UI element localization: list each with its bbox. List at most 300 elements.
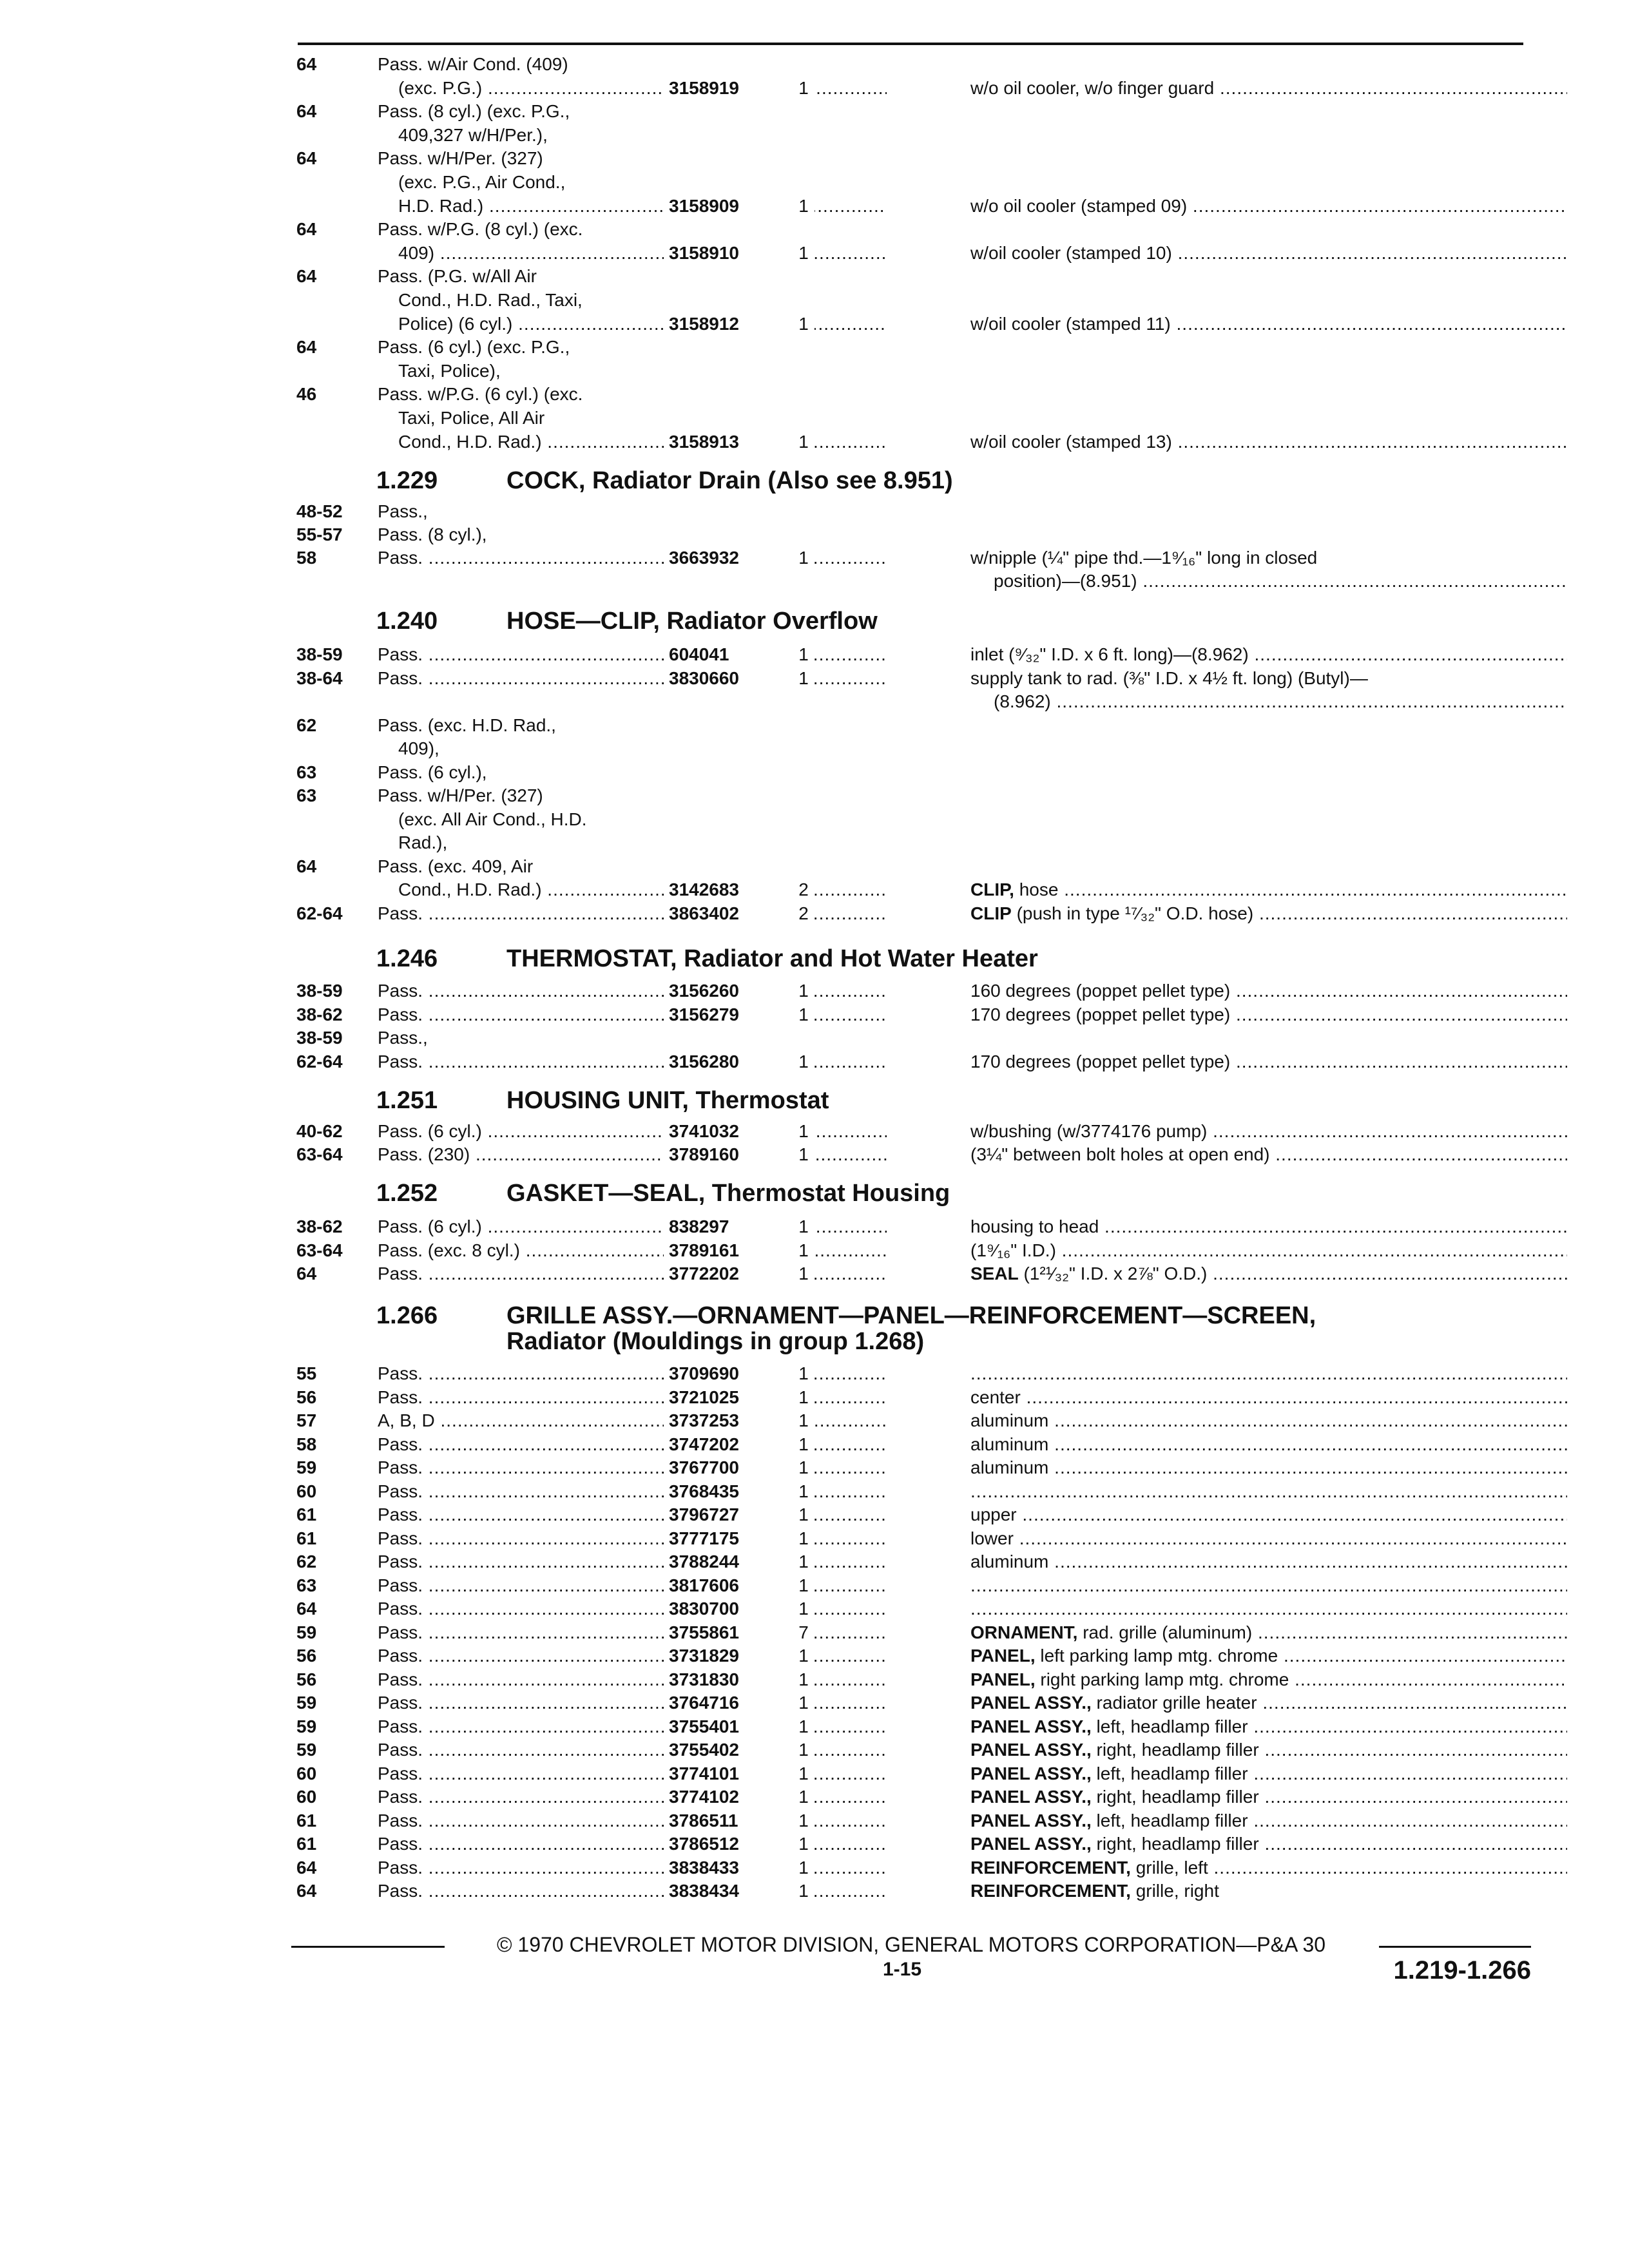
model-year: 64 xyxy=(296,1599,317,1619)
model-application xyxy=(398,407,887,430)
part-description xyxy=(970,1574,1567,1598)
quantity: 1 xyxy=(798,1763,809,1783)
section-title: GRILLE ASSY.—ORNAMENT—PANEL—REINFORCEMENT—SCREEN, xyxy=(506,1302,1316,1329)
part-description xyxy=(970,430,1567,454)
model-text: 409), xyxy=(398,738,439,758)
part-row xyxy=(291,1050,1528,1074)
part-row xyxy=(291,1597,1528,1621)
section-number: 1.240 xyxy=(376,608,438,635)
model-text: Pass. ..... xyxy=(378,1575,887,1595)
part-row xyxy=(291,289,1528,312)
part-row xyxy=(291,242,1528,265)
part-number: 3709690 xyxy=(664,1362,815,1386)
part-description xyxy=(994,690,1567,714)
description-detail: 160 degrees (poppet pellet type) xyxy=(970,981,1231,1001)
part-description xyxy=(970,878,1567,902)
description-detail: (1²¹⁄₃₂" I.D. x 2⅞" O.D.) xyxy=(1023,1264,1208,1283)
part-row xyxy=(291,808,1528,832)
model-text: Taxi, Police), xyxy=(398,360,501,381)
description-text xyxy=(970,78,1567,98)
quantity: 1 xyxy=(798,1740,809,1760)
part-description xyxy=(970,1691,1567,1715)
part-description xyxy=(970,979,1567,1003)
model-year: 58 xyxy=(296,1434,317,1454)
model-year: 59 xyxy=(296,1457,317,1477)
description-text xyxy=(970,1693,1567,1713)
model-year: 38-64 xyxy=(296,668,343,688)
description-label: REINFORCEMENT, xyxy=(970,1881,1131,1901)
description-text xyxy=(970,1363,1567,1383)
model-text: Rad.), xyxy=(398,832,448,852)
model-application xyxy=(378,100,887,124)
part-row xyxy=(291,1215,1528,1239)
part-description xyxy=(970,643,1567,667)
model-application xyxy=(398,360,887,383)
quantity: 2 xyxy=(798,879,809,899)
top-rule xyxy=(298,43,1523,45)
part-row xyxy=(291,124,1528,148)
description-text xyxy=(970,1264,1567,1283)
part-row xyxy=(291,1668,1528,1692)
part-number: 3772202 xyxy=(664,1262,815,1286)
model-text: Pass. (P.G. w/All Air xyxy=(378,266,537,287)
part-row xyxy=(291,360,1528,383)
description-text xyxy=(970,1881,1219,1901)
part-row xyxy=(291,1762,1528,1786)
model-application xyxy=(378,147,887,171)
model-text: Pass. ..... xyxy=(378,1858,887,1878)
model-text: A, B, D ..... xyxy=(378,1410,887,1430)
part-description xyxy=(970,1480,1567,1504)
model-year: 60 xyxy=(296,1481,317,1501)
section-1-251 xyxy=(291,1086,1528,1166)
description-detail: right, headlamp filler xyxy=(1096,1834,1259,1854)
model-text: Pass. ..... xyxy=(378,1693,887,1713)
part-row xyxy=(291,1644,1528,1668)
model-year: 38-59 xyxy=(296,644,343,664)
part-description xyxy=(970,1215,1567,1239)
model-application xyxy=(378,500,887,523)
part-number: 3158909 xyxy=(664,195,815,218)
part-number: 3663932 xyxy=(664,546,815,570)
model-year: 59 xyxy=(296,1693,317,1713)
part-row xyxy=(291,855,1528,879)
description-detail: position)—(8.951) xyxy=(994,571,1137,591)
part-row xyxy=(291,1574,1528,1598)
description-text xyxy=(970,1834,1567,1854)
part-description xyxy=(970,1433,1567,1457)
quantity: 1 xyxy=(798,195,809,216)
description-text xyxy=(970,1052,1567,1072)
description-text xyxy=(970,1740,1567,1760)
part-number: 3817606 xyxy=(664,1574,815,1598)
model-application xyxy=(398,124,887,148)
description-detail: right, headlamp filler xyxy=(1096,1740,1259,1760)
part-number: 3731829 xyxy=(664,1644,815,1668)
part-row xyxy=(291,667,1528,691)
description-text xyxy=(970,1528,1567,1548)
model-text: Pass. (8 cyl.) (exc. P.G., xyxy=(378,101,570,122)
model-text: Pass. (6 cyl.) ..... xyxy=(378,1121,887,1141)
model-year: 64 xyxy=(296,1857,317,1878)
description-label: CLIP xyxy=(970,903,1012,923)
part-number: 838297 xyxy=(664,1215,815,1239)
quantity: 1 xyxy=(798,981,809,1001)
description-text xyxy=(970,1216,1567,1236)
model-application xyxy=(378,714,887,738)
description-detail: w/oil cooler (stamped 11) xyxy=(970,313,1171,334)
model-year: 38-62 xyxy=(296,1216,343,1236)
part-row xyxy=(291,1856,1528,1880)
part-row xyxy=(291,1433,1528,1457)
description-text xyxy=(970,1240,1567,1260)
part-description xyxy=(970,667,1567,691)
part-number: 3774102 xyxy=(664,1785,815,1809)
part-description xyxy=(970,1527,1567,1551)
description-text xyxy=(970,243,1567,263)
model-application xyxy=(398,171,887,195)
model-text: Pass. w/Air Cond. (409) xyxy=(378,54,568,74)
part-description xyxy=(970,1668,1567,1692)
part-row xyxy=(291,1550,1528,1574)
section-header xyxy=(291,466,1528,500)
part-number: 3142683 xyxy=(664,878,815,902)
part-description xyxy=(970,1239,1567,1263)
quantity: 1 xyxy=(798,1575,809,1595)
model-year: 64 xyxy=(296,219,317,240)
part-description xyxy=(970,1262,1567,1286)
description-text xyxy=(970,196,1567,216)
part-row xyxy=(291,336,1528,360)
model-text: Pass. w/P.G. (8 cyl.) (exc. xyxy=(378,219,583,240)
description-text xyxy=(994,691,1567,711)
model-year: 63-64 xyxy=(296,1240,343,1260)
description-text xyxy=(970,1811,1567,1831)
model-year: 62-64 xyxy=(296,1051,343,1072)
quantity: 1 xyxy=(798,1693,809,1713)
model-year: 56 xyxy=(296,1646,317,1666)
part-row xyxy=(291,831,1528,855)
model-application xyxy=(378,1026,887,1050)
part-description xyxy=(970,1143,1567,1166)
part-row xyxy=(291,312,1528,336)
part-row xyxy=(291,1239,1528,1263)
description-text xyxy=(970,314,1567,334)
model-text: H.D. Rad.) ..... xyxy=(398,196,887,216)
quantity: 1 xyxy=(798,1240,809,1260)
quantity: 1 xyxy=(798,1599,809,1619)
description-text xyxy=(970,1457,1567,1477)
description-text xyxy=(970,1121,1567,1141)
description-text xyxy=(970,644,1567,664)
part-number: 3830700 xyxy=(664,1597,815,1621)
model-year: 59 xyxy=(296,1622,317,1642)
description-text xyxy=(970,668,1368,688)
quantity: 1 xyxy=(798,242,809,263)
part-description xyxy=(970,1832,1567,1856)
part-row xyxy=(291,737,1528,761)
part-row xyxy=(291,570,1528,593)
part-row xyxy=(291,902,1528,926)
model-text: Pass., xyxy=(378,1028,428,1048)
part-row xyxy=(291,100,1528,124)
part-description xyxy=(970,1503,1567,1527)
model-application xyxy=(398,808,887,832)
part-number: 3789161 xyxy=(664,1239,815,1263)
model-text: (exc. P.G.) ..... xyxy=(398,78,887,98)
description-detail: rad. grille (aluminum) xyxy=(1083,1622,1253,1642)
description-text xyxy=(970,1575,1567,1595)
part-number: 3789160 xyxy=(664,1143,815,1166)
model-text: 409,327 w/H/Per.), xyxy=(398,124,548,145)
model-year: 61 xyxy=(296,1528,317,1548)
model-text: Pass. ..... xyxy=(378,1881,887,1901)
description-text xyxy=(970,1669,1567,1689)
part-description xyxy=(970,1879,1567,1903)
description-text xyxy=(970,879,1567,899)
part-row xyxy=(291,1715,1528,1739)
part-row xyxy=(291,147,1528,171)
description-text xyxy=(970,1434,1567,1454)
quantity: 1 xyxy=(798,1387,809,1407)
description-text xyxy=(970,1716,1567,1736)
part-number: 3158910 xyxy=(664,242,815,265)
model-text: Cond., H.D. Rad.) ..... xyxy=(398,432,887,452)
model-year: 63 xyxy=(296,762,317,782)
section-header xyxy=(291,607,1528,643)
description-text xyxy=(970,1410,1567,1430)
description-detail: aluminum xyxy=(970,1552,1049,1571)
description-detail: w/o oil cooler, w/o finger guard xyxy=(970,77,1215,98)
section-title: HOUSING UNIT, Thermostat xyxy=(506,1087,829,1114)
part-description xyxy=(970,1738,1567,1762)
quantity: 1 xyxy=(798,668,809,688)
model-year: 46 xyxy=(296,384,317,405)
part-number: 3747202 xyxy=(664,1433,815,1457)
part-row xyxy=(291,784,1528,808)
part-description xyxy=(970,312,1567,336)
part-row xyxy=(291,500,1528,523)
model-text: Pass. ..... xyxy=(378,1763,887,1783)
model-year: 63 xyxy=(296,1575,317,1595)
model-text: Pass. ..... xyxy=(378,1669,887,1689)
description-label: PANEL ASSY., xyxy=(970,1810,1092,1831)
part-row xyxy=(291,1879,1528,1903)
part-row xyxy=(291,430,1528,454)
model-text: Pass. w/P.G. (6 cyl.) (exc. xyxy=(378,384,583,405)
section-header xyxy=(291,1086,1528,1120)
model-text: Taxi, Police, All Air xyxy=(398,407,545,428)
model-text: Pass. w/H/Per. (327) xyxy=(378,148,543,169)
description-text xyxy=(970,432,1567,452)
model-year: 64 xyxy=(296,1264,317,1283)
model-text: Pass. w/H/Per. (327) xyxy=(378,785,543,805)
description-text xyxy=(970,1622,1567,1642)
description-detail: w/nipple (¼" pipe thd.—1⁹⁄₁₆" long in closed xyxy=(970,548,1318,568)
part-row xyxy=(291,1691,1528,1715)
model-year: 58 xyxy=(296,548,317,568)
model-text: Pass. ..... xyxy=(378,548,887,568)
model-year: 63-64 xyxy=(296,1144,343,1164)
model-text: Pass. ..... xyxy=(378,981,887,1001)
part-description xyxy=(970,1409,1567,1433)
description-detail: w/bushing (w/3774176 pump) xyxy=(970,1121,1208,1141)
model-year: 64 xyxy=(296,54,317,74)
model-year: 56 xyxy=(296,1387,317,1407)
model-year: 64 xyxy=(296,266,317,287)
quantity: 1 xyxy=(798,1363,809,1383)
quantity: 1 xyxy=(798,1121,809,1141)
part-row xyxy=(291,1143,1528,1166)
part-number: 3838434 xyxy=(664,1879,815,1903)
quantity: 2 xyxy=(798,903,809,923)
model-text: Pass. ..... xyxy=(378,668,887,688)
description-detail: (3¼" between bolt holes at open end) xyxy=(970,1144,1270,1164)
model-year: 64 xyxy=(296,337,317,358)
model-application xyxy=(378,383,887,407)
model-text: Pass. (6 cyl.) (exc. P.G., xyxy=(378,337,570,358)
model-year: 60 xyxy=(296,1763,317,1783)
part-description xyxy=(970,1456,1567,1480)
quantity: 1 xyxy=(798,1552,809,1571)
description-text xyxy=(970,1763,1567,1783)
part-description xyxy=(970,195,1567,218)
description-detail: hose xyxy=(1019,879,1059,899)
quantity: 1 xyxy=(798,1434,809,1454)
part-row xyxy=(291,878,1528,902)
part-description xyxy=(970,1621,1567,1645)
part-number: 3774101 xyxy=(664,1762,815,1786)
part-row xyxy=(291,1409,1528,1433)
model-text: Pass. ..... xyxy=(378,1363,887,1383)
quantity: 1 xyxy=(798,1481,809,1501)
quantity: 1 xyxy=(798,1144,809,1164)
quantity: 1 xyxy=(798,1857,809,1878)
part-row xyxy=(291,1120,1528,1143)
model-text: Cond., H.D. Rad., Taxi, xyxy=(398,289,583,310)
part-number: 3777175 xyxy=(664,1527,815,1551)
description-text xyxy=(970,1004,1567,1024)
description-label: PANEL, xyxy=(970,1646,1036,1666)
part-number: 604041 xyxy=(664,643,815,667)
description-detail: center xyxy=(970,1387,1021,1407)
quantity: 1 xyxy=(798,1881,809,1901)
part-row xyxy=(291,1003,1528,1027)
part-row xyxy=(291,1527,1528,1551)
part-row xyxy=(291,523,1528,546)
part-description xyxy=(970,1050,1567,1074)
model-text: Pass. ..... xyxy=(378,1646,887,1666)
part-row xyxy=(291,53,1528,77)
model-text: Pass. ..... xyxy=(378,1004,887,1024)
quantity: 1 xyxy=(798,1787,809,1807)
part-description xyxy=(970,1715,1567,1739)
part-description xyxy=(970,1809,1567,1833)
section-title: GASKET—SEAL, Thermostat Housing xyxy=(506,1180,950,1207)
model-text: Pass. ..... xyxy=(378,1622,887,1642)
description-label: PANEL ASSY., xyxy=(970,1693,1092,1713)
model-text: Pass. (exc. 8 cyl.) ..... xyxy=(378,1240,887,1260)
model-text: (exc. P.G., Air Cond., xyxy=(398,171,566,192)
part-row xyxy=(291,1386,1528,1410)
part-row xyxy=(291,1785,1528,1809)
model-year: 61 xyxy=(296,1810,317,1831)
description-label: REINFORCEMENT, xyxy=(970,1857,1131,1878)
part-row xyxy=(291,761,1528,785)
part-row xyxy=(291,643,1528,667)
model-year: 61 xyxy=(296,1504,317,1524)
part-description xyxy=(970,1003,1567,1027)
model-text: Pass. (6 cyl.), xyxy=(378,762,487,782)
part-description xyxy=(994,570,1567,593)
quantity: 1 xyxy=(798,313,809,334)
part-row xyxy=(291,77,1528,101)
model-year: 40-62 xyxy=(296,1121,343,1141)
part-number: 3786512 xyxy=(664,1832,815,1856)
model-text: Pass. (exc. 409, Air xyxy=(378,856,534,876)
model-text: Pass. ..... xyxy=(378,1052,887,1072)
model-year: 59 xyxy=(296,1740,317,1760)
description-label: ORNAMENT, xyxy=(970,1622,1078,1642)
model-year: 64 xyxy=(296,1881,317,1901)
model-year: 56 xyxy=(296,1669,317,1689)
part-row xyxy=(291,1503,1528,1527)
part-row xyxy=(291,1262,1528,1286)
model-text: Pass. ..... xyxy=(378,1811,887,1831)
model-application xyxy=(378,784,887,808)
model-application xyxy=(378,336,887,360)
description-detail: housing to head xyxy=(970,1216,1099,1236)
model-text: Pass. ..... xyxy=(378,1387,887,1407)
model-application xyxy=(378,218,887,242)
section-header xyxy=(291,1179,1528,1215)
part-description xyxy=(970,546,1567,570)
quantity: 1 xyxy=(798,1810,809,1831)
part-row xyxy=(291,1832,1528,1856)
part-description xyxy=(970,902,1567,926)
model-year: 60 xyxy=(296,1787,317,1807)
description-detail: radiator grille heater xyxy=(1096,1693,1257,1713)
description-text xyxy=(970,1504,1567,1524)
copyright-line: © 1970 CHEVROLET MOTOR DIVISION, GENERAL MOTORS CORPORATION—P&A 30 xyxy=(496,1933,1326,1956)
model-text: Pass. ..... xyxy=(378,1434,887,1454)
description-detail: left, headlamp filler xyxy=(1096,1763,1248,1783)
model-text: Pass., xyxy=(378,501,428,521)
model-text: Pass. ..... xyxy=(378,1716,887,1736)
model-application xyxy=(378,265,887,289)
description-detail: left parking lamp mtg. chrome xyxy=(1040,1646,1278,1666)
description-detail: (1⁹⁄₁₆" I.D.) xyxy=(970,1240,1056,1260)
quantity: 1 xyxy=(798,1264,809,1283)
section-1-229 xyxy=(291,466,1528,593)
description-detail: supply tank to rad. (⅜" I.D. x 4½ ft. long) (Butyl)— xyxy=(970,668,1368,688)
model-text: Pass. ..... xyxy=(378,1481,887,1501)
section-1-252 xyxy=(291,1179,1528,1286)
model-year: 64 xyxy=(296,101,317,122)
description-text xyxy=(970,1144,1567,1164)
model-text: Pass. (8 cyl.), xyxy=(378,524,487,544)
model-year: 64 xyxy=(296,856,317,876)
part-row xyxy=(291,1026,1528,1050)
quantity: 1 xyxy=(798,77,809,98)
model-text: Pass. ..... xyxy=(378,1528,887,1548)
quantity: 1 xyxy=(798,548,809,568)
section-number: 1.246 xyxy=(376,945,438,972)
description-text xyxy=(970,1599,1567,1619)
part-description xyxy=(970,242,1567,265)
model-year: 38-59 xyxy=(296,981,343,1001)
model-year: 59 xyxy=(296,1716,317,1736)
